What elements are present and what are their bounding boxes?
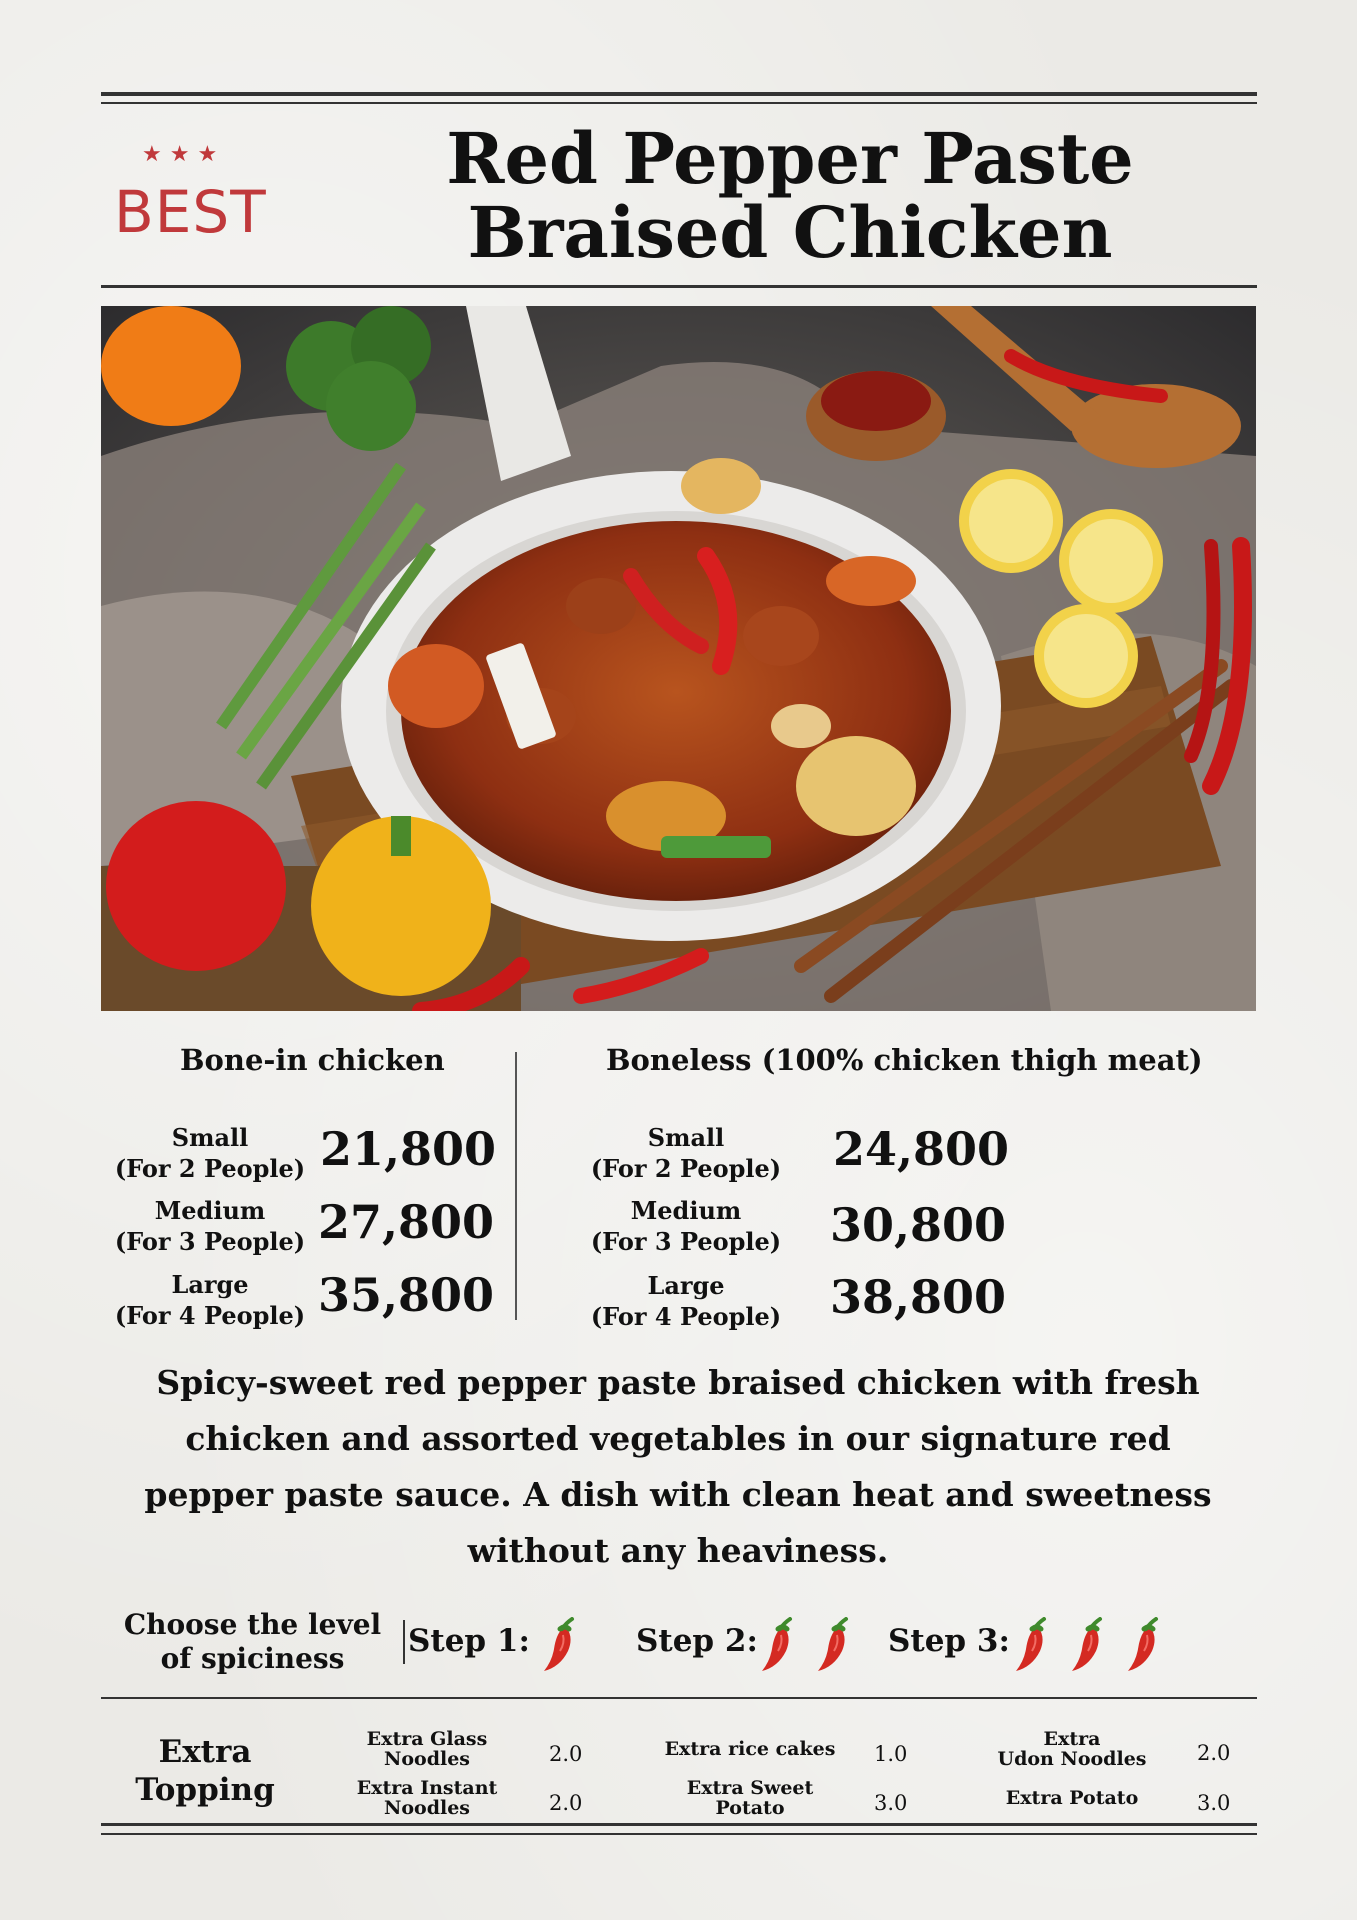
topping-rule-top [101,1697,1257,1699]
step-label: Step 3: [888,1623,1010,1659]
chili-pepper-icon [1122,1617,1162,1673]
boneless-price-small: 24,800 [833,1122,1010,1176]
topping-price-instant-noodles: 2.0 [549,1791,583,1815]
topping-name-glass-noodles [322,1729,532,1769]
spice-level-label [110,1608,395,1676]
boneless-size-small [586,1122,786,1184]
topping-name-line: Noodles [383,1748,470,1770]
topping-name-sweet-potato [645,1778,855,1818]
topping-name-udon-noodles [967,1729,1177,1769]
topping-name-line: Udon Noodles [997,1748,1147,1770]
topping-name-potato [967,1788,1177,1808]
chili-pepper-icon [812,1617,852,1673]
size-people: (For 3 People) [114,1227,306,1256]
spice-label-line: Choose the level [123,1608,382,1641]
bone-in-price-medium: 27,800 [318,1195,495,1249]
topping-name-rice-cakes [645,1739,855,1759]
title-rule [101,285,1257,288]
topping-title-line: Extra [158,1734,252,1770]
size-name: Small [171,1123,249,1152]
badge-stars: ★★★ [142,142,226,167]
topping-price-glass-noodles: 2.0 [549,1742,583,1766]
boneless-size-medium [586,1195,786,1257]
title-line-1: Red Pepper Paste [446,117,1134,200]
chili-pepper-icon [538,1617,578,1673]
topping-name-line: Extra Potato [1005,1787,1139,1809]
top-rule-2 [101,102,1257,104]
price-column-divider [515,1052,517,1320]
description-line: Spicy-sweet red pepper paste braised chicken with fresh [156,1363,1200,1402]
size-name: Large [171,1270,249,1299]
bottom-rule-1 [101,1823,1257,1826]
top-rule-1 [101,92,1257,96]
step-label: Step 1: [408,1623,530,1659]
title-line-2: Braised Chicken [467,191,1113,274]
spice-step-2 [636,1617,866,1673]
bone-in-size-medium [110,1195,310,1257]
badge-text: BEST [114,178,267,246]
size-people: (For 2 People) [590,1154,782,1183]
dish-photo-illustration [101,306,1256,1011]
spice-step-3 [888,1617,1178,1673]
topping-name-line: Extra Instant [356,1777,498,1799]
topping-name-line: Potato [715,1797,785,1819]
size-name: Medium [154,1196,266,1225]
size-people: (For 3 People) [590,1227,782,1256]
page-title [300,117,1280,274]
topping-price-rice-cakes: 1.0 [874,1742,908,1766]
chili-pepper-icon [1010,1617,1050,1673]
topping-name-instant-noodles [322,1778,532,1818]
size-name: Small [647,1123,725,1152]
bone-in-heading: Bone-in chicken [180,1043,445,1077]
topping-price-potato: 3.0 [1197,1791,1231,1815]
bone-in-size-small [110,1122,310,1184]
topping-name-line: Noodles [383,1797,470,1819]
boneless-heading: Boneless (100% chicken thigh meat) [606,1043,1203,1077]
boneless-price-large: 38,800 [830,1270,1007,1324]
topping-name-line: Extra rice cakes [664,1738,836,1760]
description-line: chicken and assorted vegetables in our signature red [185,1419,1171,1458]
description-line: pepper paste sauce. A dish with clean heat and sweetness [144,1475,1212,1514]
size-people: (For 4 People) [590,1302,782,1331]
topping-name-line: Extra [1043,1728,1101,1750]
topping-name-line: Extra Sweet [686,1777,814,1799]
size-people: (For 2 People) [114,1154,306,1183]
best-badge [112,142,267,252]
boneless-price-medium: 30,800 [830,1198,1007,1252]
spice-separator [403,1620,405,1664]
spice-label-line: of spiciness [160,1642,345,1675]
size-people: (For 4 People) [114,1301,306,1330]
dish-photo [101,306,1256,1011]
extra-topping-title [120,1733,290,1809]
description-line: without any heaviness. [467,1531,889,1570]
bone-in-price-small: 21,800 [320,1122,497,1176]
bone-in-price-large: 35,800 [318,1268,495,1322]
spice-step-1 [408,1617,588,1673]
topping-title-line: Topping [135,1772,275,1808]
topping-price-udon-noodles: 2.0 [1197,1741,1231,1765]
dish-description [120,1355,1236,1579]
chili-pepper-icon [1066,1617,1106,1673]
bottom-rule-2 [101,1833,1257,1835]
step-label: Step 2: [636,1623,758,1659]
bone-in-size-large [110,1269,310,1331]
topping-name-line: Extra Glass [366,1728,488,1750]
boneless-size-large [586,1270,786,1332]
chili-pepper-icon [756,1617,796,1673]
topping-price-sweet-potato: 3.0 [874,1791,908,1815]
size-name: Medium [630,1196,742,1225]
size-name: Large [647,1271,725,1300]
